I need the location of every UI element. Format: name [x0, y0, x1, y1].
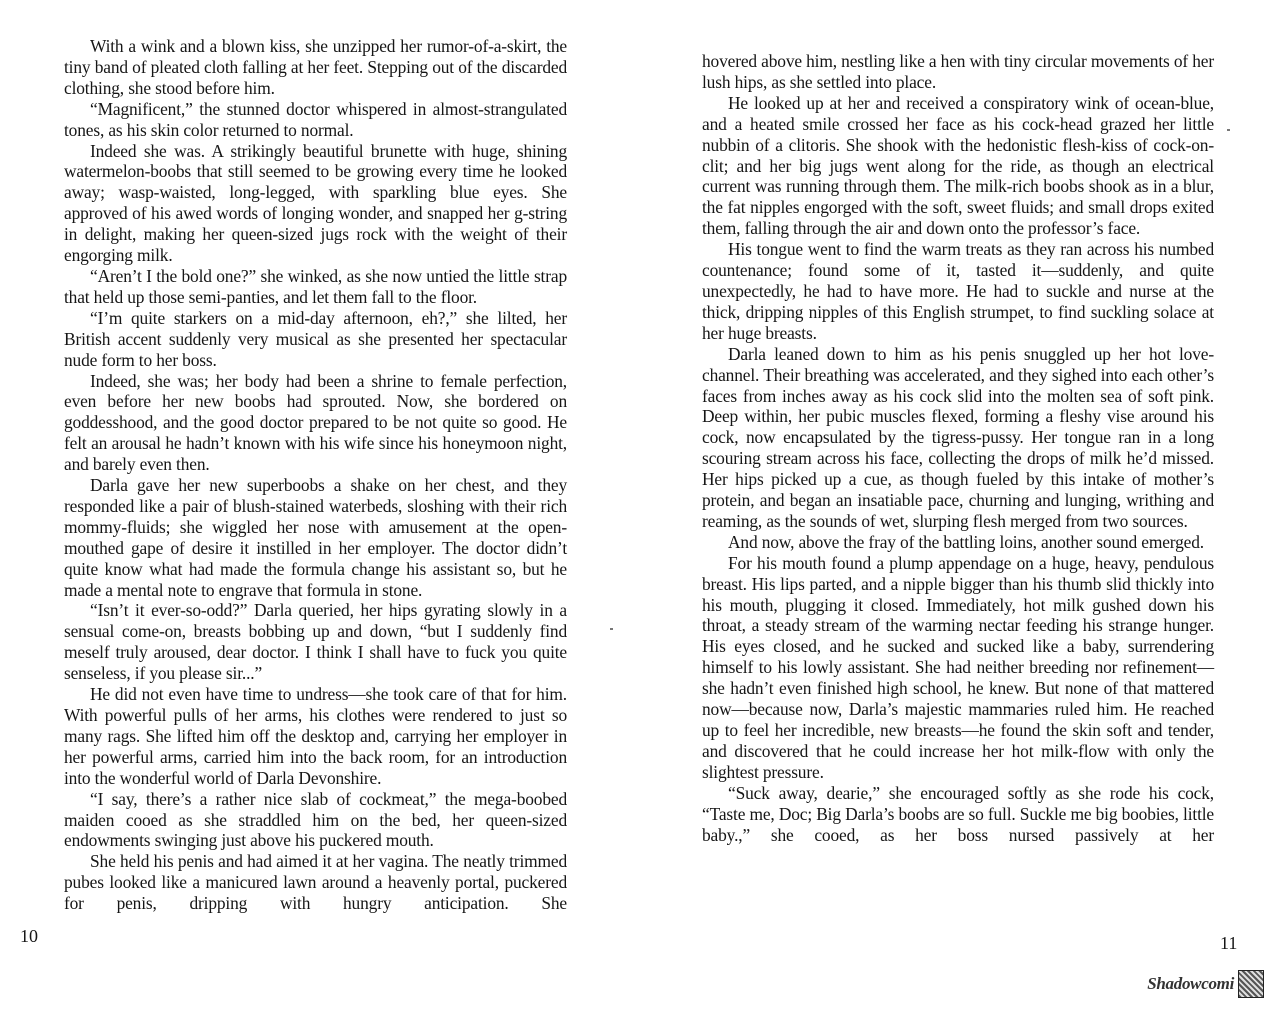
paragraph: “Isn’t it ever-so-odd?” Darla queried, her hips gyrating slowly in a sensual come-on, breasts bobbing up and down, “but I suddenly find meself truly aroused, dear doctor. I think I shall have to fuck you quite senseless, if you please sir...” [64, 600, 567, 684]
paragraph: With a wink and a blown kiss, she unzipped her rumor-of-a-skirt, the tiny band of pleated cloth falling at her feet. Stepping out of the discarded clothing, she stood before him. [64, 36, 567, 98]
watermark-icon [1238, 970, 1264, 998]
paragraph: “Magnificent,” the stunned doctor whispered in almost-strangulated tones, as his skin color returned to normal. [64, 98, 567, 140]
paragraph: He looked up at her and received a conspiratory wink of ocean-blue, and a heated smile crossed her face as his cock-head grazed her little nubbin of a clitoris. She shook with the hedonistic flesh-kiss of cock-on-clit; and her big jugs went along for the ride, as though an electrical current was running through them. The milk-rich boobs shook as in a blur, the fat nipples engorged with the soft, sweet fluids; and small drops exited them, falling through the air and down onto the professor’s face. [702, 92, 1214, 239]
paragraph: “Aren’t I the bold one?” she winked, as she now untied the little strap that held up those semi-panties, and let them fall to the floor. [64, 265, 567, 307]
scan-speck [610, 628, 613, 630]
paragraph: His tongue went to find the warm treats as they ran across his numbed countenance; found some of it, tasted it—suddenly, and quite unexpectedly, he had to have more. He had to suckle and nurse at the thick, dripping nipples of this English strumpet, to find suckling solace at her huge breasts. [702, 239, 1214, 343]
paragraph: He did not even have time to undress—she took care of that for him. With powerful pulls of her arms, his clothes were rendered to just so many rags. She lifted him off the desktop and, carrying her employer in her powerful arms, carried him into the back room, for an introduction into the wonderful world of Darla Devonshire. [64, 684, 567, 788]
watermark-logo: Shadowcomi [1147, 974, 1234, 993]
left-page-text [64, 36, 567, 914]
paragraph: “Suck away, dearie,” she encouraged softly as she rode his cock, “Taste me, Doc; Big Darla’s boobs are so full. Suckle me big boobies, little baby.,” she cooed, as her boss nursed passively at her [702, 782, 1214, 845]
paragraph: She held his penis and had aimed it at her vagina. The neatly trimmed pubes looked like a manicured lawn around a heavenly portal, puckered for penis, dripping with hungry anticipation. She [64, 851, 567, 914]
scan-speck [1227, 129, 1230, 131]
paragraph: “I say, there’s a rather nice slab of cockmeat,” the mega-boobed maiden cooed as she straddled him on the bed, her queen-sized endowments swinging just above his puckered mouth. [64, 788, 567, 851]
paragraph: “I’m quite starkers on a mid-day afternoon, eh?,” she lilted, her British accent suddenly very musical as she presented her spectacular nude form to her boss. [64, 307, 567, 370]
paragraph: Darla gave her new superboobs a shake on her chest, and they responded like a pair of blush-stained waterbeds, sloshing with their rich mommy-fluids; she wiggled her nose with amusement at the open-mouthed gape of desire it instilled in her employer. The doctor didn’t quite know what had made the formula change his assistant so, but he made a mental note to engrave that formula in stone. [64, 475, 567, 600]
paragraph: And now, above the fray of the battling loins, another sound emerged. [728, 531, 1204, 552]
paragraph: Indeed she was. A strikingly beautiful brunette with huge, shining watermelon-boobs that still seemed to be growing every time he looked away; wasp-waisted, long-legged, with sparkling blue eyes. She approved of his awed words of longing wonder, and snapped her g-string in delight, making her queen-sized jugs rock with the weight of their engorging milk. [64, 140, 567, 266]
page-number-left: 10 [20, 926, 38, 946]
paragraph: Indeed, she was; her body had been a shrine to female perfection, even before her new boobs had sprouted. Now, she bordered on goddesshood, and the good doctor prepared to be not quite so good. He felt an arousal he hadn’t known with his wife since his honeymoon night, and barely even then. [64, 370, 567, 475]
paragraph: hovered above him, nestling like a hen with tiny circular movements of her lush hips, as she settled into place. [702, 51, 1214, 92]
right-page-text [702, 51, 1214, 845]
paragraph: Darla leaned down to him as his penis snuggled up her hot love-channel. Their breathing was accelerated, and they sighed into each other’s faces from inches away as his cock slid into the molten sea of soft pink. Deep within, her pubic muscles flexed, forming a fleshy vise around his cock, now encapsulated by the tigress-pussy. Her tongue ran in a long scouring stream across his face, collecting the drops of milk he’d missed. Her hips picked up a cue, as though fueled by this intake of mother’s protein, and began an insatiable pace, churning and lunging, writhing and reaming, as the sounds of wet, slurping flesh merged from two sources. [702, 343, 1214, 531]
paragraph: For his mouth found a plump appendage on a huge, heavy, pendulous breast. His lips parted, and a nipple bigger than his thumb slid thickly into his mouth, plugging it closed. Immediately, hot milk gushed down his throat, a steady stream of the warming nectar feeding his strange hunger. His eyes closed, and he sucked and sucked like a baby, surrendering himself to his lowly assistant. She had neither breeding nor refinement—she hadn’t even finished high school, he knew. But none of that mattered now—because now, Darla’s majestic mammaries ruled him. He reached up to feel her incredible, new breasts—he found the skin soft and tender, and discovered that he could increase her hot milk-flow with only the slightest pressure. [702, 552, 1214, 782]
page-number-right: 11 [1220, 933, 1238, 953]
